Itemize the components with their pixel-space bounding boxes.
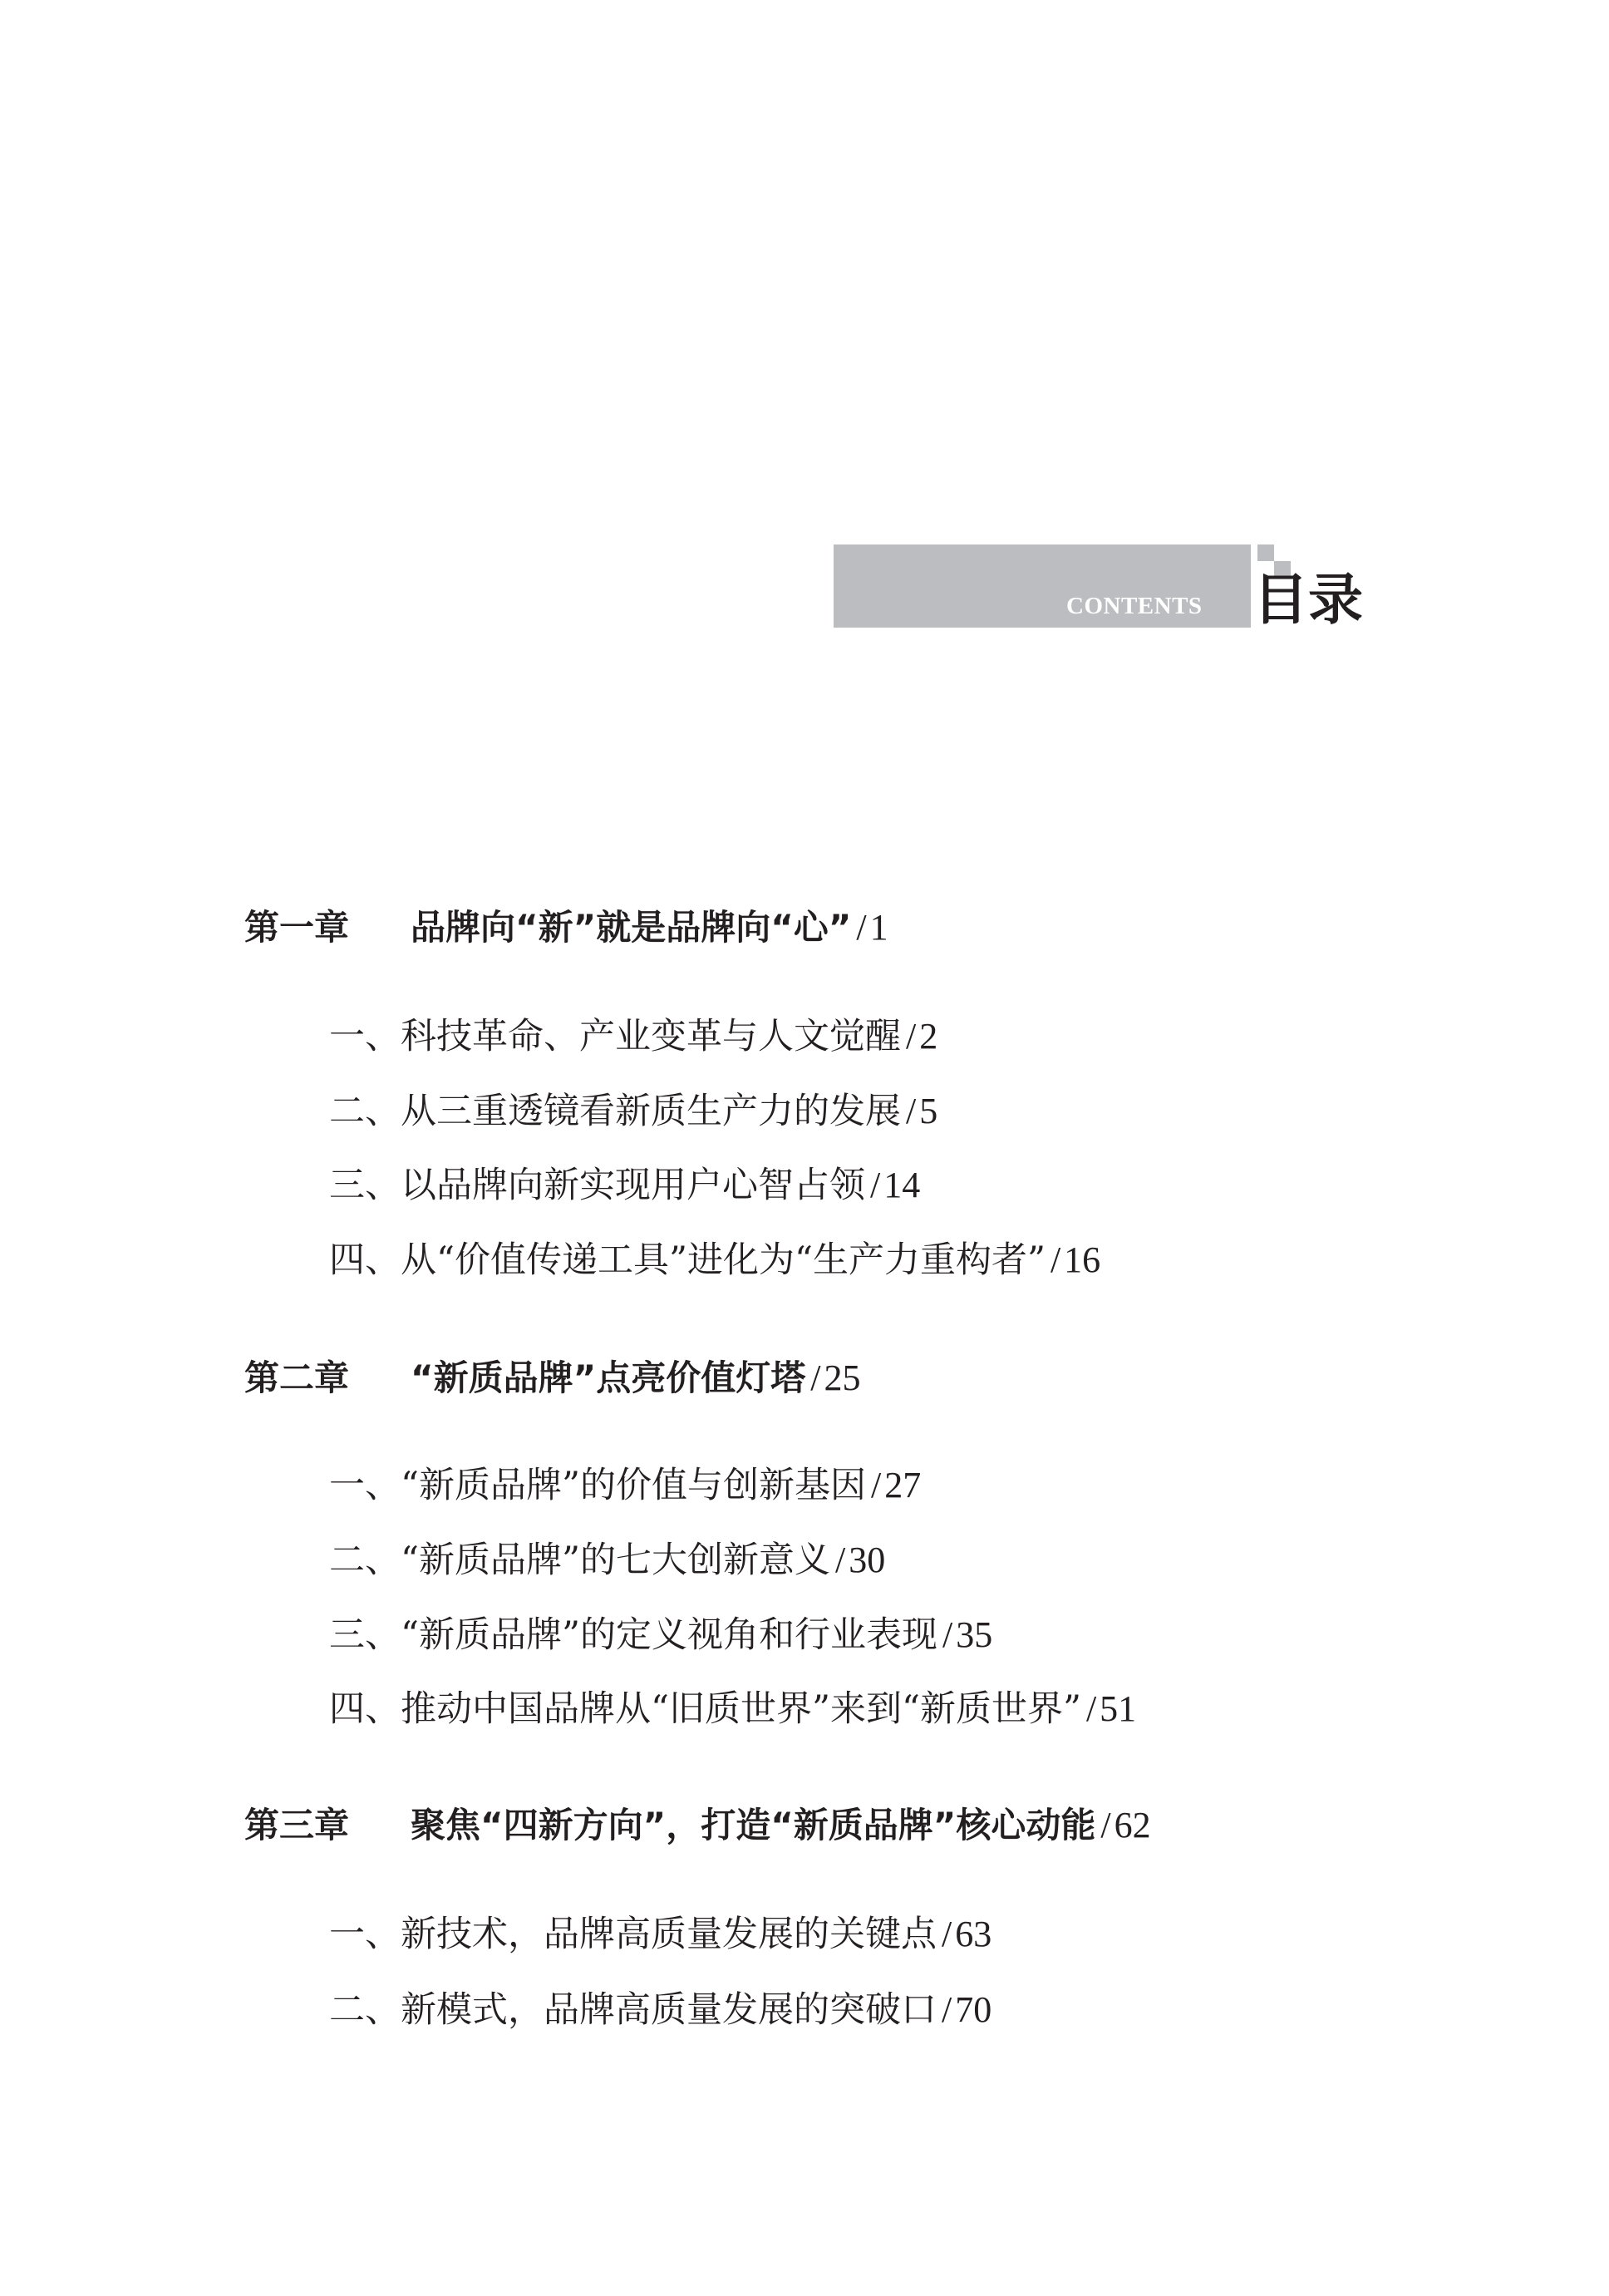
page-separator: / — [906, 1091, 917, 1131]
page-number: 25 — [824, 1357, 861, 1398]
page-separator: / — [1100, 1805, 1111, 1845]
toc-section[interactable] — [329, 1614, 993, 1656]
toc-section[interactable] — [329, 1688, 1137, 1730]
page-separator: / — [870, 1165, 881, 1205]
page-number: 62 — [1114, 1805, 1151, 1845]
section-title: 三、以品牌向新实现用户心智占领 — [329, 1165, 865, 1206]
section-title: 二、新模式，品牌高质量发展的突破口 — [329, 1989, 937, 2031]
page-number: 30 — [849, 1540, 886, 1580]
section-title: 四、推动中国品牌从“旧质世界”来到“新质世界” — [329, 1688, 1081, 1730]
page-number: 63 — [955, 1914, 992, 1954]
toc-section[interactable] — [329, 1167, 920, 1204]
page-separator: / — [834, 1540, 846, 1580]
toc-section[interactable] — [329, 1989, 992, 2031]
chapter-title: 品牌向“新”就是品牌向“心” — [411, 907, 852, 948]
decorative-square — [1257, 544, 1274, 561]
page-number: 51 — [1100, 1688, 1137, 1729]
toc-section[interactable] — [329, 1916, 991, 1953]
page-separator: / — [810, 1357, 821, 1398]
page-separator: / — [1050, 1239, 1061, 1280]
page-separator: / — [942, 1914, 952, 1954]
toc-chapter-3[interactable] — [244, 1807, 1151, 1844]
page-separator: / — [1085, 1688, 1097, 1729]
toc-section[interactable] — [329, 1093, 937, 1130]
page-separator: / — [942, 1614, 953, 1655]
page-number: 14 — [883, 1165, 921, 1205]
page-separator: / — [942, 1989, 952, 2030]
page-number: 27 — [884, 1465, 922, 1505]
section-title: 一、新技术，品牌高质量发展的关键点 — [329, 1914, 937, 1955]
chapter-title: “新质品牌”点亮价值灯塔 — [411, 1357, 806, 1398]
page-separator: / — [870, 1465, 882, 1505]
chapter-title: 聚焦“四新方向”，打造“新质品牌”核心动能 — [411, 1805, 1096, 1845]
section-title: 三、“新质品牌”的定义视角和行业表现 — [329, 1614, 937, 1656]
toc-section[interactable] — [329, 1239, 1101, 1281]
contents-label: CONTENTS — [1066, 593, 1203, 619]
page-separator: / — [856, 907, 867, 948]
page-number: 1 — [869, 907, 888, 948]
page-number: 5 — [919, 1091, 938, 1131]
page-number: 35 — [956, 1614, 993, 1655]
page-title: 目录 — [1253, 567, 1363, 632]
page-number: 70 — [955, 1989, 992, 2030]
toc-section[interactable] — [329, 1018, 937, 1055]
page-number: 2 — [919, 1016, 938, 1057]
chapter-number: 第二章 — [244, 1357, 350, 1398]
page-number: 16 — [1064, 1239, 1101, 1280]
section-title: 二、从三重透镜看新质生产力的发展 — [329, 1091, 901, 1132]
section-title: 一、科技革命、产业变革与人文觉醒 — [329, 1016, 901, 1057]
toc-section[interactable] — [329, 1542, 885, 1579]
chapter-number: 第三章 — [244, 1805, 350, 1845]
section-title: 二、“新质品牌”的七大创新意义 — [329, 1540, 830, 1581]
toc-chapter-2[interactable] — [244, 1357, 861, 1398]
section-title: 一、“新质品牌”的价值与创新基因 — [329, 1465, 866, 1506]
page-separator: / — [906, 1016, 917, 1057]
toc-section[interactable] — [329, 1467, 921, 1504]
section-title: 四、从“价值传递工具”进化为“生产力重构者” — [329, 1239, 1046, 1281]
toc-chapter-1[interactable] — [244, 909, 888, 946]
chapter-number: 第一章 — [244, 907, 350, 948]
